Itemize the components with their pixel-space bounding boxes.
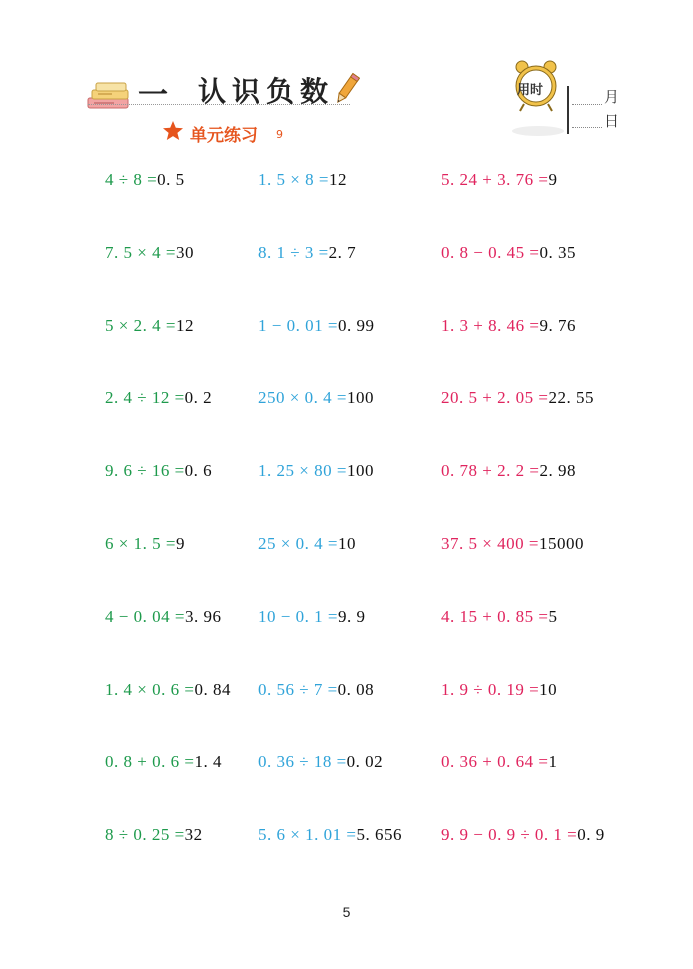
exercise-row [0,825,693,851]
exercise-answer: 0. 6 [184,461,213,480]
page-number: 5 [342,904,351,920]
exercise-answer: 5 [548,607,558,626]
exercise-item [105,461,212,481]
exercise-answer: 9 [175,534,185,553]
exercise-expression: 0. 56 ÷ 7 = [258,680,338,699]
exercise-expression: 4 ÷ 8 = [105,170,158,189]
exercise-item [258,170,347,190]
exercise-answer: 0. 02 [346,752,384,771]
exercise-answer: 100 [346,461,374,480]
exercise-answer: 10 [539,680,558,699]
month-label: 月 [604,88,620,106]
exercise-expression: 4. 15 + 0. 85 = [441,607,549,626]
exercise-row [0,680,693,706]
exercise-item [441,752,557,772]
exercise-answer: 100 [346,388,374,407]
exercise-answer: 0. 35 [539,243,576,262]
exercise-item [441,170,557,190]
day-label: 日 [604,112,620,130]
exercise-item [441,243,576,263]
exercise-item [258,243,356,263]
exercise-item [441,461,576,481]
chapter-title: 认识负数 [198,75,335,108]
exercise-item [258,680,374,700]
exercise-expression: 1. 9 ÷ 0. 19 = [441,680,540,699]
exercise-expression: 1. 25 × 80 = [258,461,347,480]
date-divider [567,86,569,134]
exercise-expression: 0. 36 + 0. 64 = [441,752,549,771]
exercise-answer: 15000 [538,534,584,553]
exercise-item [258,825,402,845]
chapter-number: 一 [138,78,170,113]
exercise-expression: 2. 4 ÷ 12 = [105,388,185,407]
exercise-item [258,607,365,627]
page-header [0,0,693,150]
exercise-answer: 0. 84 [194,680,231,699]
exercise-expression: 9. 6 ÷ 16 = [105,461,185,480]
exercise-expression: 37. 5 × 400 = [441,534,539,553]
exercise-row [0,461,693,487]
exercise-answer: 30 [175,243,194,262]
exercise-answer: 5. 656 [356,825,402,844]
exercise-answer: 32 [184,825,203,844]
exercise-row [0,388,693,414]
exercise-item [105,388,212,408]
exercise-item [258,316,374,336]
exercise-item [105,825,203,845]
exercise-row [0,170,693,196]
exercise-answer: 3. 96 [184,607,222,626]
exercise-answer: 0. 08 [337,680,375,699]
exercise-answer: 10 [337,534,356,553]
exercise-expression: 1. 5 × 8 = [258,170,329,189]
exercise-answer: 2. 7 [328,243,357,262]
exercise-row [0,607,693,633]
exercise-row [0,752,693,778]
section-mark: 9 [276,128,283,141]
exercise-expression: 1. 3 + 8. 46 = [441,316,540,335]
exercise-expression: 25 × 0. 4 = [258,534,338,553]
books-icon [86,82,132,110]
exercise-row [0,243,693,269]
exercise-item [105,680,231,700]
exercise-expression: 1 − 0. 01 = [258,316,338,335]
star-icon [162,120,184,142]
exercise-expression: 250 × 0. 4 = [258,388,347,407]
exercise-expression: 5. 24 + 3. 76 = [441,170,549,189]
alarm-clock-icon [506,58,566,138]
exercise-expression: 0. 36 ÷ 18 = [258,752,347,771]
exercise-item [105,316,194,336]
exercise-item [258,752,383,772]
exercise-item [258,461,374,481]
pencil-icon [334,72,360,106]
exercise-expression: 1. 4 × 0. 6 = [105,680,195,699]
exercise-expression: 6 × 1. 5 = [105,534,176,553]
exercise-item [441,388,594,408]
exercise-answer: 0. 99 [337,316,375,335]
exercise-expression: 0. 8 + 0. 6 = [105,752,195,771]
exercise-answer: 9. 76 [539,316,576,335]
exercise-item [105,534,185,554]
time-label: 用时 [517,83,544,98]
exercise-item [105,243,194,263]
exercise-answer: 1. 4 [194,752,222,771]
exercise-expression: 7. 5 × 4 = [105,243,176,262]
exercise-answer: 1 [548,752,558,771]
exercise-item [105,170,185,190]
exercise-expression: 0. 78 + 2. 2 = [441,461,540,480]
exercise-answer: 0. 2 [184,388,213,407]
exercise-row [0,534,693,560]
exercise-answer: 0. 9 [577,825,605,844]
exercise-expression: 8. 1 ÷ 3 = [258,243,329,262]
exercise-expression: 8 ÷ 0. 25 = [105,825,185,844]
exercise-expression: 4 − 0. 04 = [105,607,185,626]
exercise-item [441,316,576,336]
exercise-answer: 12 [328,170,347,189]
exercise-item [258,388,374,408]
exercise-item [105,752,222,772]
exercise-item [441,825,605,845]
month-blank [572,104,602,105]
exercise-item [258,534,356,554]
exercise-expression: 5 × 2. 4 = [105,316,176,335]
exercise-item [441,534,584,554]
exercise-answer: 12 [175,316,194,335]
exercise-answer: 22. 55 [548,388,594,407]
day-blank [572,127,602,128]
exercise-expression: 5. 6 × 1. 01 = [258,825,357,844]
title-underline [88,104,350,105]
exercise-answer: 9 [548,170,558,189]
exercise-item [441,680,557,700]
exercise-row [0,316,693,342]
section-title: 单元练习 [190,126,258,146]
exercise-answer: 0. 5 [157,170,185,189]
exercise-answer: 2. 98 [539,461,576,480]
exercise-expression: 9. 9 − 0. 9 ÷ 0. 1 = [441,825,578,844]
exercise-answer: 9. 9 [337,607,366,626]
exercise-expression: 0. 8 − 0. 45 = [441,243,540,262]
exercise-expression: 20. 5 + 2. 05 = [441,388,549,407]
exercise-expression: 10 − 0. 1 = [258,607,338,626]
exercise-item [441,607,557,627]
exercise-item [105,607,221,627]
